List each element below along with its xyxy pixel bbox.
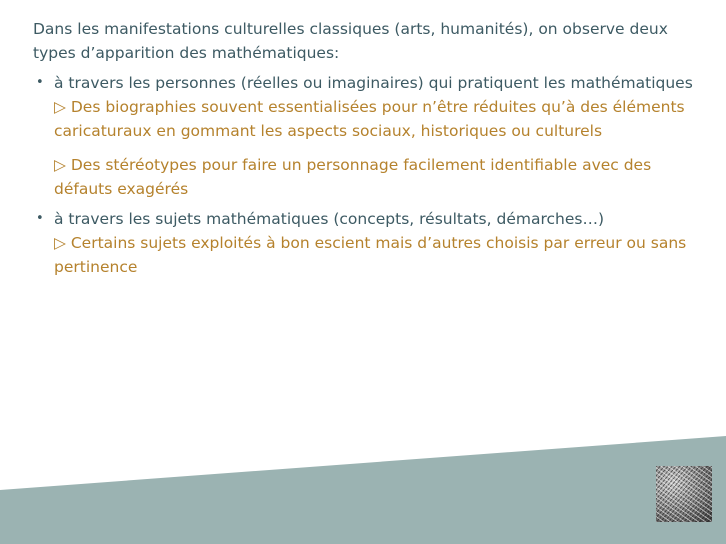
- intro-paragraph: Dans les manifestations culturelles classiques (arts, humanités), on observe deux types d’apparition des mathématiques:: [33, 20, 668, 62]
- bullet-dot-icon: •: [36, 211, 44, 226]
- texture-thumbnail-image: [656, 466, 712, 522]
- bullet-item-subjects: [33, 207, 703, 279]
- bullet-text: à travers les sujets mathématiques (concepts, résultats, démarches…): [54, 210, 604, 228]
- bullet-item-people: [33, 71, 703, 201]
- bullet-dot-icon: •: [36, 75, 44, 90]
- sub-point-biographies: ▷ Des biographies souvent essentialisées pour n’être réduites qu’à des éléments caricaturaux en gommant les aspects sociaux, historiques ou culturels: [54, 98, 685, 140]
- sub-point-subjects: ▷ Certains sujets exploités à bon escient mais d’autres choisis par erreur ou sans pertinence: [54, 234, 687, 276]
- bullet-text: à travers les personnes (réelles ou imaginaires) qui pratiquent les mathématiques: [54, 74, 693, 92]
- band-shape: [0, 436, 726, 544]
- sub-point-stereotypes: ▷ Des stéréotypes pour faire un personnage facilement identifiable avec des défauts exagérés: [54, 156, 652, 198]
- slide-content: [33, 17, 703, 279]
